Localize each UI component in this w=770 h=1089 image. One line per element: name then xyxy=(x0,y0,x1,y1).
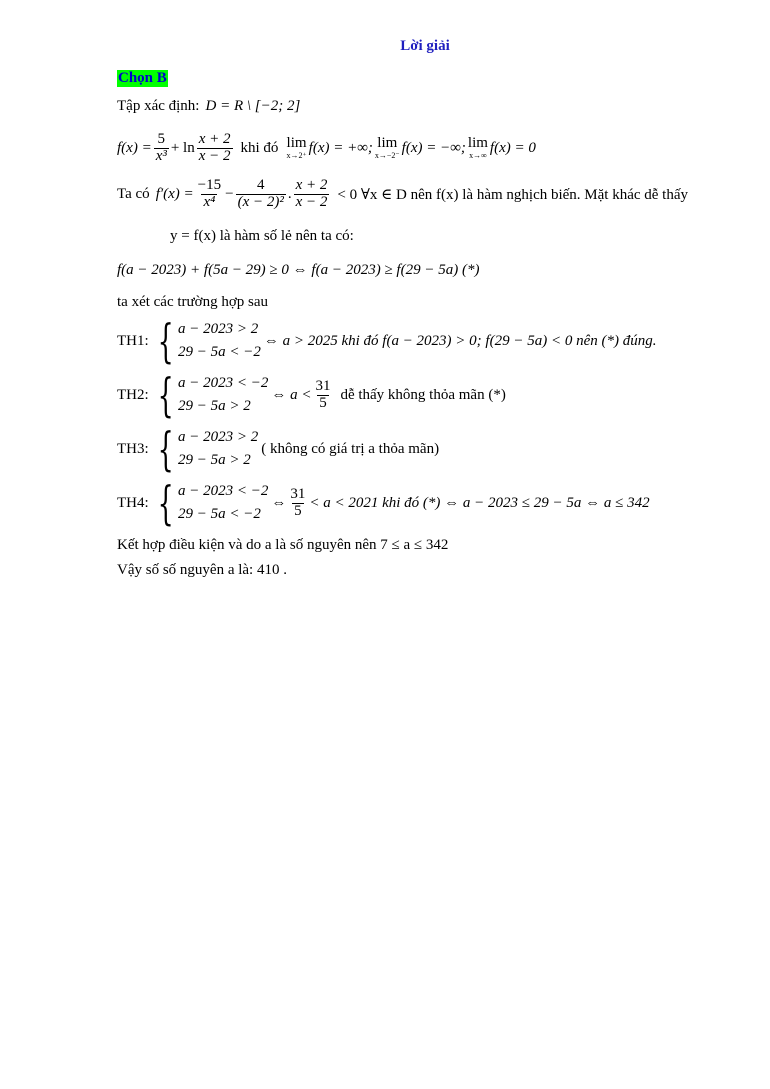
frac-num: −15 xyxy=(197,177,222,193)
inequality-text: f(a − 2023) + f(5a − 29) ≥ 0 ⇔ f(a − 2023) ≥ f(29 − 5a) (*) xyxy=(117,262,480,278)
fraction-4-x-2-sq xyxy=(236,178,286,211)
ln-part: + ln xyxy=(170,139,195,156)
fraction-minus15-x4 xyxy=(196,178,223,211)
frac-den: x⁴ xyxy=(203,193,216,210)
case-tail: dễ thấy không thỏa mãn (*) xyxy=(340,386,506,403)
lim-sub: x→2⁺ xyxy=(286,151,307,161)
system-row-1: a − 2023 > 2 xyxy=(177,429,259,445)
lim-word: lim xyxy=(467,135,488,152)
frac-den: (x − 2)² xyxy=(237,193,284,210)
frac-den: 5 xyxy=(319,394,327,411)
limit-2 xyxy=(375,136,400,160)
limit-3-value: f(x) = 0 xyxy=(489,139,536,156)
system-row-1: a − 2023 < −2 xyxy=(177,483,269,499)
case-tail: ⇔ a > 2025 khi đó f(a − 2023) > 0; f(29 − 5a) < 0 nên (*) đúng. xyxy=(263,332,657,349)
ta-co-text: Ta có xyxy=(117,185,150,202)
case-tail: ( không có giá trị a thỏa mãn) xyxy=(261,440,440,457)
derivative-tail: < 0 ∀x ∈ D nên f(x) là hàm nghịch biến. Mặt khác dễ thấy xyxy=(337,186,689,203)
choice-line xyxy=(117,70,168,87)
frac-num: 31 xyxy=(290,486,306,502)
brace-icon: { xyxy=(157,476,174,531)
fraction-31-5 xyxy=(288,487,307,520)
f-def-lhs: f(x) = xyxy=(117,139,152,156)
case-4 xyxy=(117,476,650,531)
lim-sub: x→∞ xyxy=(469,151,487,161)
combine-text: Kết hợp điều kiện và do a là số nguyên nên 7 ≤ a ≤ 342 xyxy=(117,537,449,553)
limit-1-value: f(x) = +∞; xyxy=(308,139,373,156)
case-system xyxy=(151,422,259,477)
brace-icon: { xyxy=(157,314,174,369)
limit-2-value: f(x) = −∞; xyxy=(401,139,466,156)
system-row-2: 29 − 5a < −2 xyxy=(177,506,261,523)
system-row-1: a − 2023 > 2 xyxy=(177,321,259,337)
answer-text: Vậy số số nguyên a là: 410 . xyxy=(117,562,287,578)
case-label: TH4: xyxy=(117,494,149,511)
lim-sub: x→−2⁻ xyxy=(374,151,400,161)
system-row-2: 29 − 5a > 2 xyxy=(177,452,251,469)
solution-title: Lời giải xyxy=(400,38,450,54)
answer-line xyxy=(117,562,287,579)
frac-den: x − 2 xyxy=(295,193,328,210)
case-system xyxy=(151,314,261,369)
choice-badge: Chọn B xyxy=(118,70,167,86)
cases-intro-line xyxy=(117,294,268,311)
case-1 xyxy=(117,314,657,369)
frac-num: x + 2 xyxy=(295,177,328,193)
frac-den: x³ xyxy=(155,147,167,164)
fraction-5-x3 xyxy=(154,132,169,165)
case-pre: ⇔ xyxy=(271,494,287,511)
case-label: TH1: xyxy=(117,332,149,349)
lim-word: lim xyxy=(286,135,307,152)
frac-num: 5 xyxy=(157,131,166,147)
khi-do-text: khi đó xyxy=(240,139,279,156)
function-def-line xyxy=(117,132,536,165)
odd-function-text: y = f(x) là hàm số lẻ nên ta có: xyxy=(170,228,354,244)
case-pre: ⇔ a < xyxy=(271,386,312,403)
inequality-line xyxy=(117,262,479,279)
frac-num: 4 xyxy=(256,177,265,193)
frac-num: x + 2 xyxy=(198,131,231,147)
fraction-x2-x-2 xyxy=(294,178,330,211)
frac-den: 5 xyxy=(294,502,302,519)
f-prime-lhs: f′(x) = xyxy=(155,185,194,202)
brace-icon: { xyxy=(157,422,174,477)
domain-line xyxy=(117,98,300,115)
case-3 xyxy=(117,422,440,477)
combine-line xyxy=(117,537,448,554)
limit-3 xyxy=(468,136,488,160)
case-tail: < a < 2021 khi đó (*) ⇔ a − 2023 ≤ 29 − 5a ⇔ a ≤ 342 xyxy=(309,494,650,511)
frac-num: 31 xyxy=(315,378,331,394)
system-row-1: a − 2023 < −2 xyxy=(177,375,269,391)
case-label: TH2: xyxy=(117,386,149,403)
cases-intro-text: ta xét các trường hợp sau xyxy=(117,294,269,310)
frac-den: x − 2 xyxy=(198,147,231,164)
lim-word: lim xyxy=(377,135,398,152)
case-system xyxy=(151,368,269,423)
brace-icon: { xyxy=(157,368,174,423)
domain-label: Tập xác định: xyxy=(117,98,200,114)
derivative-line: Ta có f′(x) = $\frac{-15}{\text{x⁴}}$ − $\frac{4}{\text{(x − 2)²}}$ . $\frac{x + 2}{x - 2}$ < 0 ∀x ∈ D nên f(x) là hàm nghịch biến. Mặt khác dễ thấy xyxy=(117,177,689,210)
system-row-2: 29 − 5a < −2 xyxy=(177,344,261,361)
limit-1 xyxy=(286,136,306,160)
case-label: TH3: xyxy=(117,440,149,457)
case-2 xyxy=(117,368,506,423)
odd-function-line xyxy=(170,228,354,245)
domain-expr: D = R \ [−2; 2] xyxy=(205,98,301,114)
system-row-2: 29 − 5a > 2 xyxy=(177,398,251,415)
fraction-31-5 xyxy=(313,379,332,412)
fraction-ln-arg xyxy=(197,132,233,165)
case-system xyxy=(151,476,269,531)
